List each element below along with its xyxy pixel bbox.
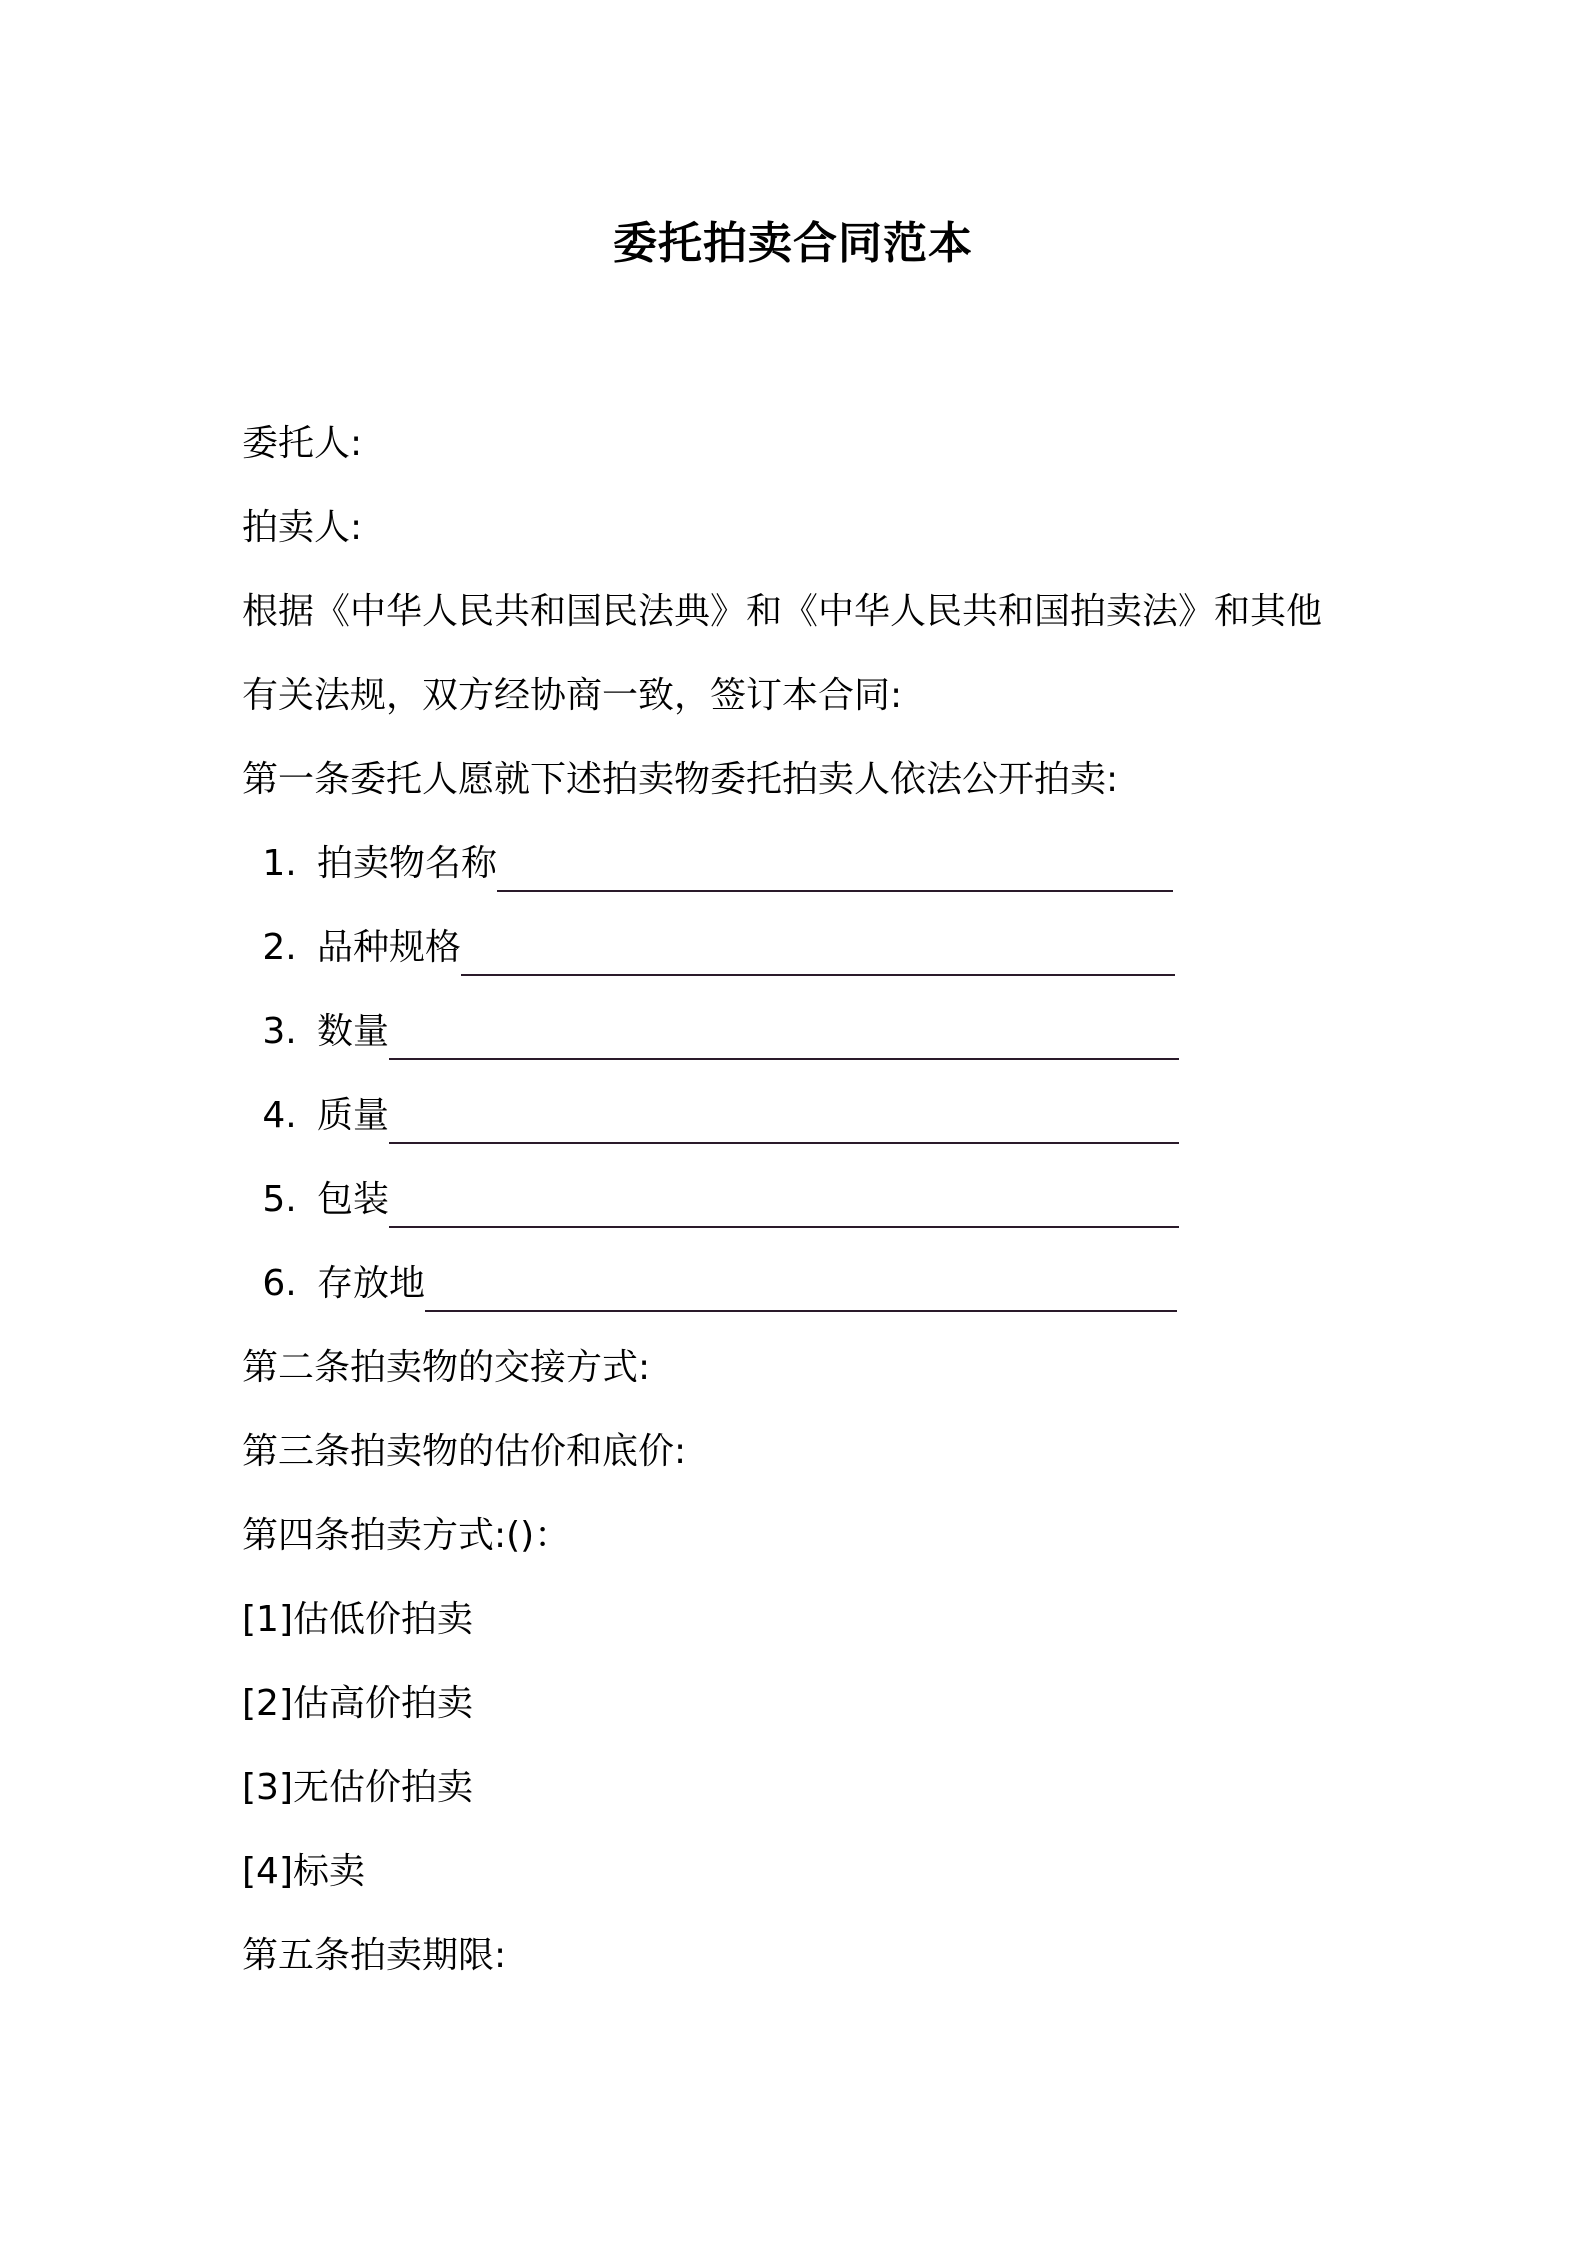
auction-option-4: [4]标卖 <box>242 1851 365 1892</box>
auctioneer-label: 拍卖人: <box>242 507 363 548</box>
field-number: 3. <box>262 1011 297 1052</box>
field-variety-spec <box>242 906 1362 990</box>
auction-option-1: [1]估低价拍卖 <box>242 1599 473 1640</box>
field-quantity <box>242 990 1362 1074</box>
principal-label: 委托人: <box>242 423 363 464</box>
field-label: 存放地 <box>317 1263 426 1304</box>
article-5: 第五条拍卖期限: <box>242 1935 507 1976</box>
field-label: 包装 <box>317 1179 390 1220</box>
field-number: 1. <box>262 843 297 884</box>
fill-in-blank[interactable] <box>425 1252 1177 1312</box>
article-4: 第四条拍卖方式:()： <box>242 1515 571 1556</box>
field-quality <box>242 1074 1362 1158</box>
field-label: 品种规格 <box>317 927 462 968</box>
article-3: 第三条拍卖物的估价和底价: <box>242 1431 687 1472</box>
field-number: 6. <box>262 1263 297 1304</box>
fill-in-blank[interactable] <box>461 916 1175 976</box>
field-item-name <box>242 822 1362 906</box>
auction-option-2: [2]估高价拍卖 <box>242 1683 473 1724</box>
field-label: 数量 <box>317 1011 390 1052</box>
field-label: 拍卖物名称 <box>317 843 498 884</box>
fill-in-blank[interactable] <box>389 1084 1179 1144</box>
field-label: 质量 <box>317 1095 390 1136</box>
field-storage-location <box>242 1242 1362 1326</box>
field-number: 2. <box>262 927 297 968</box>
fill-in-blank[interactable] <box>389 1168 1179 1228</box>
article-1: 第一条委托人愿就下述拍卖物委托拍卖人依法公开拍卖: <box>242 759 1119 800</box>
preamble-line-2: 有关法规，双方经协商一致，签订本合同: <box>242 675 903 716</box>
auction-option-3: [3]无估价拍卖 <box>242 1767 473 1808</box>
document-body <box>242 402 1362 1998</box>
field-number: 5. <box>262 1179 297 1220</box>
fill-in-blank[interactable] <box>389 1000 1179 1060</box>
document-title: 委托拍卖合同范本 <box>613 218 973 269</box>
fill-in-blank[interactable] <box>497 832 1173 892</box>
field-number: 4. <box>262 1095 297 1136</box>
article-2: 第二条拍卖物的交接方式: <box>242 1347 651 1388</box>
field-packaging <box>242 1158 1362 1242</box>
preamble-line-1: 根据《中华人民共和国民法典》和《中华人民共和国拍卖法》和其他 <box>242 591 1323 632</box>
